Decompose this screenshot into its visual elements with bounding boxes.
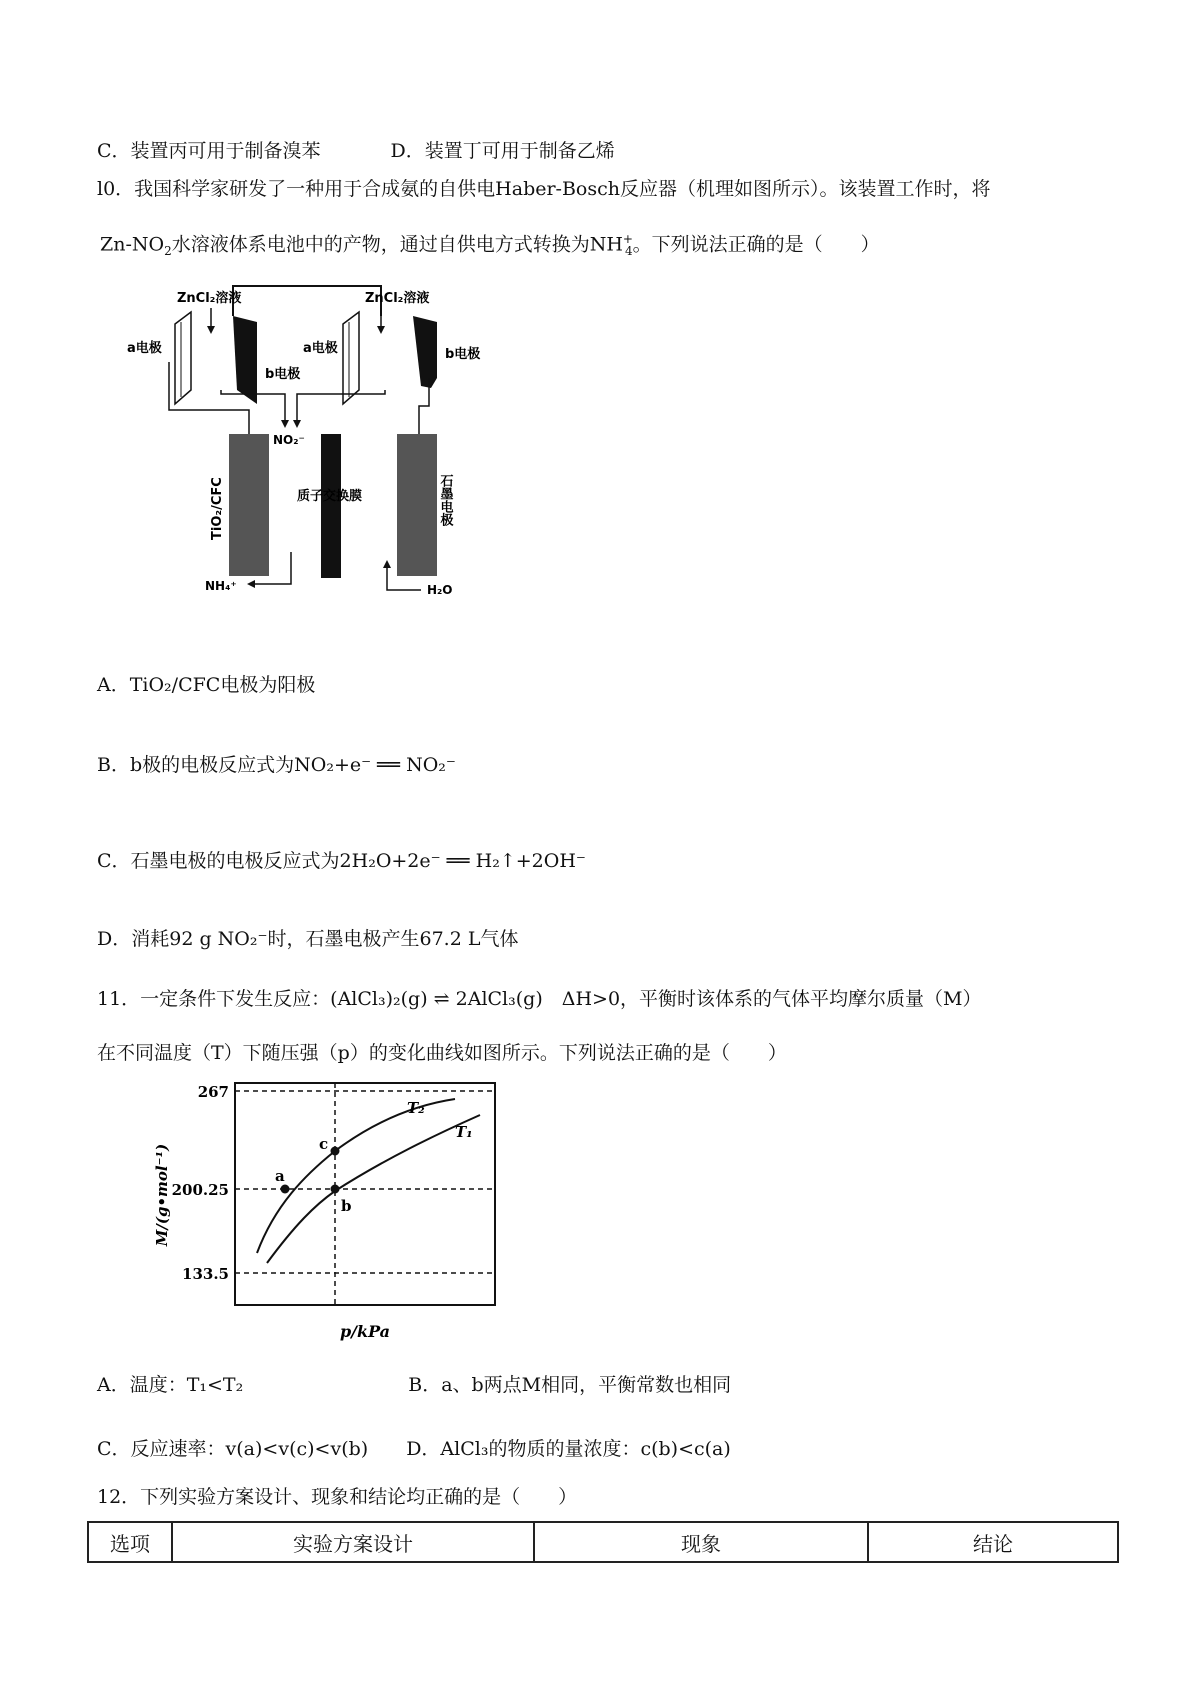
no2-arrow2 <box>293 420 301 428</box>
table-header-row <box>88 1522 1118 1562</box>
a-electrode-left <box>175 312 191 404</box>
arrow-left-head <box>207 326 215 334</box>
ytick-133: 133.5 <box>182 1265 229 1283</box>
b-electrode-left <box>233 316 257 404</box>
q11-options-row2 <box>97 1436 731 1462</box>
plot-frame <box>235 1083 495 1305</box>
q11-option-c: C．反应速率：v(a)<v(c)<v(b) <box>97 1438 369 1460</box>
q11-option-a: A．温度：T₁<T₂ <box>97 1374 244 1396</box>
q10-option-c: C．石墨电极的电极反应式为2H₂O+2e⁻ ══ H₂↑+2OH⁻ <box>97 850 586 872</box>
zncl2-right-label: ZnCl₂溶液 <box>365 291 430 306</box>
point-a-label: a <box>275 1167 285 1185</box>
arrow-right-head <box>377 326 385 334</box>
curve-t1-label: T₁ <box>455 1123 473 1141</box>
q11-option-b: B．a、b两点M相同，平衡常数也相同 <box>408 1374 732 1396</box>
q10-option-a: A．TiO₂/CFC电极为阳极 <box>97 674 316 696</box>
no2-label: NO₂⁻ <box>273 433 305 447</box>
point-c <box>331 1147 340 1156</box>
q10-option-b: B．b极的电极反应式为NO₂+e⁻ ══ NO₂⁻ <box>97 754 456 776</box>
membrane-label: 质子交换膜 <box>297 489 363 504</box>
graphite-electrode <box>397 434 437 576</box>
zncl2-left-label: ZnCl₂溶液 <box>177 291 242 306</box>
nh4-label: NH₄⁺ <box>205 579 237 593</box>
q10-stem-line1: l0．我国科学家研发了一种用于合成氨的自供电Haber-Bosch反应器（机理如图所示）。该装置工作时，将 <box>97 178 991 200</box>
q11-stem-line2: 在不同温度（T）下随压强（p）的变化曲线如图所示。下列说法正确的是（ ） <box>97 1042 787 1064</box>
tio2-cfc-electrode <box>229 434 269 576</box>
x-axis-label: p/kPa <box>339 1322 391 1341</box>
curve-t2-label: T₂ <box>407 1099 425 1117</box>
q12-stem: 12．下列实验方案设计、现象和结论均正确的是（ ） <box>97 1486 578 1508</box>
a-electrode-right <box>343 312 359 404</box>
q12-table <box>87 1521 1119 1563</box>
h2o-label: H₂O <box>427 583 453 597</box>
q10-stem-line2: $Zn-NO_2$水溶液体系电池中的产物，通过自供电方式转换为$NH^+_4$。下列说法正确的是（ ） <box>100 232 880 259</box>
q10-stem-text: 水溶液体系电池中的产物，通过自供电方式转换为NH <box>171 233 623 256</box>
b-electrode-right-label: b电极 <box>445 347 481 362</box>
q10-stem-formula: Zn-NO <box>100 233 165 256</box>
a-electrode-right-label: a电极 <box>303 341 338 356</box>
q10-option-d: D．消耗92 g NO₂⁻时，石墨电极产生67.2 L气体 <box>97 928 519 950</box>
point-b <box>331 1185 340 1194</box>
q9-options-row <box>97 138 615 164</box>
a-electrode-left-label: a电极 <box>127 341 162 356</box>
ytick-267: 267 <box>197 1083 229 1101</box>
no2-arrow1 <box>281 420 289 428</box>
y-axis-label: M/(g•mol⁻¹) <box>153 1143 171 1247</box>
q10-stem-end: 。下列说法正确的是（ ） <box>632 233 880 256</box>
header-option: 选项 <box>88 1522 172 1562</box>
molar-mass-pressure-graph <box>145 1075 525 1345</box>
q9-option-c: C．装置丙可用于制备溴苯 <box>97 140 321 162</box>
h2o-arrow-head <box>383 560 391 568</box>
graphite-label: 石墨电极 <box>437 474 453 526</box>
ytick-200: 200.25 <box>171 1181 229 1199</box>
q11-option-d: D．AlCl₃的物质的量浓度：c(b)<c(a) <box>406 1438 731 1460</box>
b-electrode-left-label: b电极 <box>265 367 301 382</box>
point-a <box>281 1185 290 1194</box>
point-b-label: b <box>341 1197 352 1215</box>
b-electrode-right <box>413 316 437 388</box>
point-c-label: c <box>319 1135 329 1153</box>
proton-exchange-membrane <box>321 434 341 578</box>
wire-right-inner <box>297 390 385 422</box>
header-design: 实验方案设计 <box>172 1522 534 1562</box>
electrochemical-reactor-diagram <box>125 282 545 642</box>
q11-stem-line1: 11．一定条件下发生反应：(AlCl₃)₂(g) ⇌ 2AlCl₃(g) ΔH>0，平衡时该体系的气体平均摩尔质量（M） <box>97 988 982 1010</box>
q11-options-row1 <box>97 1372 731 1398</box>
tio2-cfc-label: TiO₂/CFC <box>210 477 225 540</box>
nh4-arrow-head <box>247 580 255 588</box>
header-phenomenon: 现象 <box>534 1522 868 1562</box>
header-conclusion: 结论 <box>868 1522 1118 1562</box>
q9-option-d: D．装置丁可用于制备乙烯 <box>390 140 615 162</box>
